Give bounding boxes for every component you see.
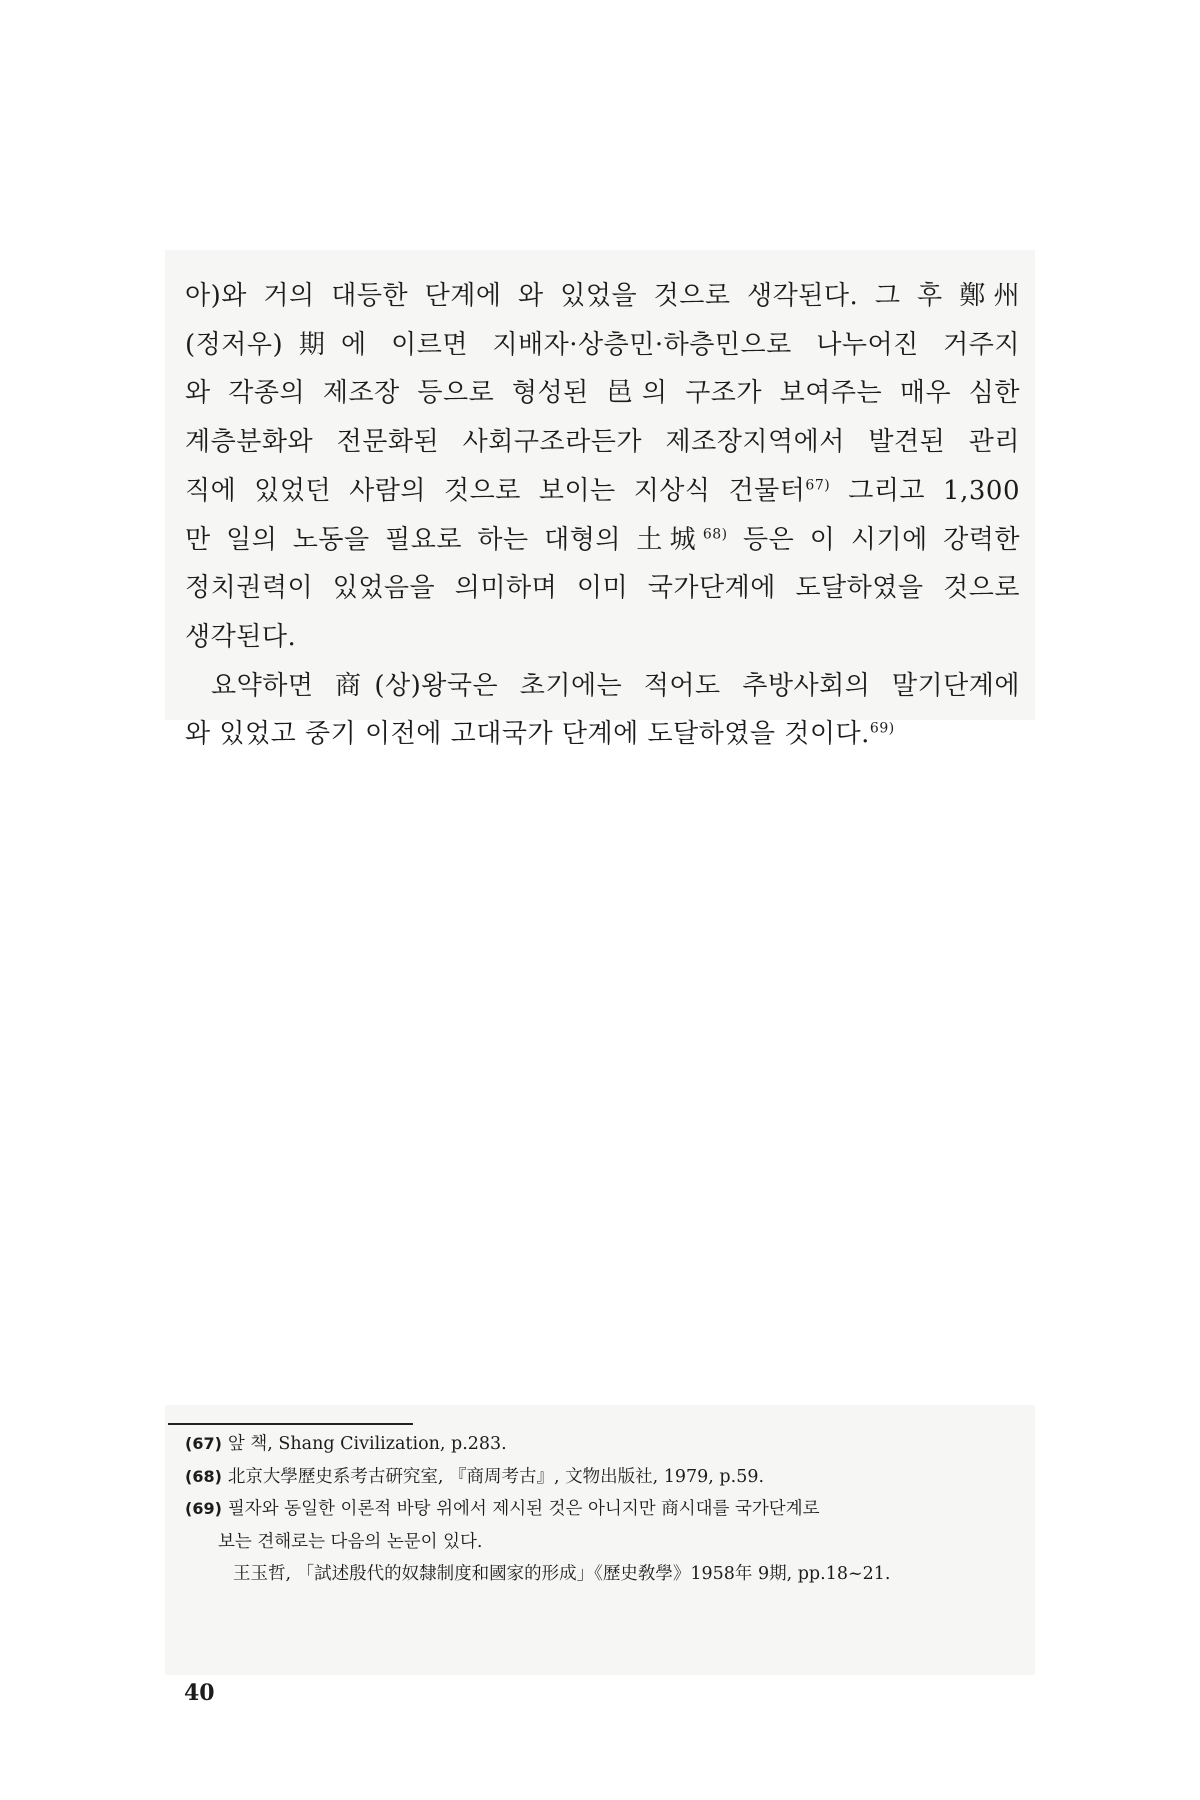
footnote-text: 앞 책, Shang Civilization, p.283. [227,1434,507,1454]
footnote-text: 보는 견해로는 다음의 논문이 있다. [218,1531,483,1552]
footnote [185,1428,1020,1461]
footnote-reference: 67) [805,477,831,494]
footnote-reference: 68) [702,525,728,542]
text-line: 만 일의 노동을 필요로 하는 대형의 土城$^{68)}$ 등은 이 시기에 강력한 [185,524,1020,555]
text-line: (정저우)期에 이르면 지배자·상층민·하층민으로 나누어진 거주지 [185,329,1020,360]
text-line: 생각된다. [185,621,297,652]
footnote-text: 北京大學歷史系考古硏究室, 『商周考古』, 文物出版社, 1979, p.59. [227,1466,765,1487]
body-text [185,272,1020,759]
footnote-number: (69) [185,1499,222,1518]
text-line: 직에 있었던 사람의 것으로 보이는 지상식 건물터$^{67)}$ 그리고 1,300 [185,475,1020,506]
text-line: 와 각종의 제조장 등으로 형성된 邑의 구조가 보여주는 매우 심한 [185,378,1020,409]
text-line: 아)와 거의 대등한 단계에 와 있었을 것으로 생각된다. 그 후 鄭州 [185,281,1020,311]
text-line: 계층분화와 전문화된 사회구조라든가 제조장지역에서 발견된 관리 [185,427,1020,458]
page-number: 40 [184,1680,215,1706]
text-line: 정치권력이 있었음을 의미하며 이미 국가단계에 도달하였을 것으로 [185,573,1020,604]
footnote-text: 필자와 동일한 이론적 바탕 위에서 제시된 것은 아니지만 商시대를 국가단계로 [227,1499,820,1519]
paragraph [185,272,1020,662]
footnote-separator [168,1423,413,1425]
text-line: 와 있었고 중기 이전에 고대국가 단계에 도달하였을 것이다.$^{69)}$ [185,719,895,750]
footnote-number: (68) [185,1466,222,1486]
footnote-number: (67) [185,1434,222,1453]
footnotes [185,1428,1020,1591]
text-line: 요약하면 商(상)왕국은 초기에는 적어도 추방사회의 말기단계에 [211,670,1020,701]
footnote [185,1461,1020,1494]
footnote-citation: 王玉哲, 「試述殷代的奴隸制度和國家的形成」《歷史敎學》1958年 9期, pp.18~21. [233,1564,891,1584]
footnote-reference: 69) [869,720,895,737]
paragraph [185,662,1020,759]
footnote [185,1493,1020,1526]
